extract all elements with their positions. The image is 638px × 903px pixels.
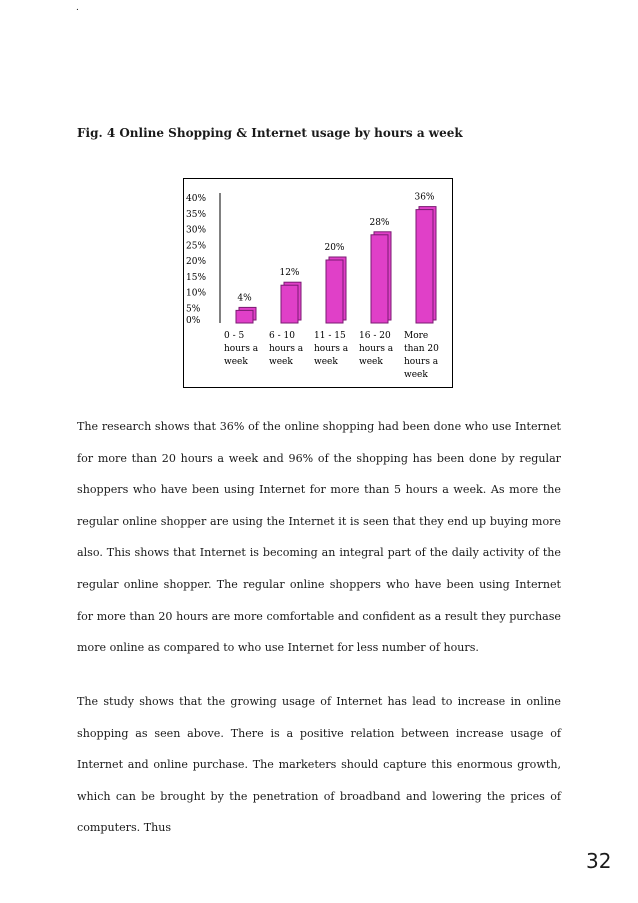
y-tick-label: 35% [186, 209, 207, 220]
category-label: 6 - 10 [269, 331, 295, 341]
body-paragraph-1: The research shows that 36% of the online shopping had been done who use Internet for more than 20 hours a week and 96% of the shopping has been done by regular shoppers who have been using Internet for more than 5 hours a week. As more the regular online shopper are using the Internet it is seen that they end up buying more also. This shows that Internet is becoming an integral part of the daily activity of the regular online shopper. The regular online shoppers who have been using Internet for more than 20 hours are more comfortable and confident as a result they purchase more online as compared to who use Internet for less number of hours. [77, 420, 561, 655]
bar [416, 210, 433, 323]
y-tick-label: 10% [186, 288, 207, 299]
category-label: hours a [314, 344, 349, 354]
data-label: 4% [237, 293, 252, 304]
category-label: hours a [404, 357, 439, 367]
y-tick-label: 30% [186, 225, 207, 236]
page-number: 32 [586, 849, 612, 873]
data-label: 36% [414, 192, 435, 203]
category-label: week [314, 357, 338, 367]
data-label: 12% [279, 268, 300, 279]
category-label: 16 - 20 [359, 331, 391, 341]
category-label: hours a [359, 344, 394, 354]
bar [371, 235, 388, 323]
category-label: 11 - 15 [314, 331, 346, 341]
bar [326, 260, 343, 323]
chart-canvas [184, 179, 454, 389]
y-tick-label: 40% [186, 194, 207, 204]
body-paragraph-2: The study shows that the growing usage of Internet has lead to increase in online shopping as seen above. There is a positive relation between increase usage of Internet and online purchase. The marketers should capture this enormous growth, which can be brought by the penetration of broadband and lowering the prices of computers. Thus [77, 695, 561, 835]
y-tick-label: 0% [186, 316, 201, 326]
y-tick-label: 5% [186, 304, 201, 315]
category-label: hours a [224, 344, 259, 354]
y-tick-label: 25% [186, 241, 207, 252]
category-label: week [269, 357, 293, 367]
category-label: week [359, 357, 383, 367]
bar-chart [183, 178, 453, 388]
category-label: week [404, 370, 428, 380]
bar [281, 285, 298, 323]
bar [236, 310, 253, 323]
header-mark: . [76, 3, 79, 13]
data-label: 20% [324, 243, 345, 253]
category-label: week [224, 357, 248, 367]
category-label: than 20 [404, 344, 439, 354]
y-tick-label: 15% [186, 272, 207, 283]
category-label: hours a [269, 344, 304, 354]
category-label: More [404, 331, 429, 341]
y-tick-label: 20% [186, 257, 207, 267]
figure-caption: Fig. 4 Online Shopping & Internet usage by hours a week [77, 126, 463, 140]
data-label: 28% [369, 217, 390, 228]
category-label: 0 - 5 [224, 331, 245, 341]
